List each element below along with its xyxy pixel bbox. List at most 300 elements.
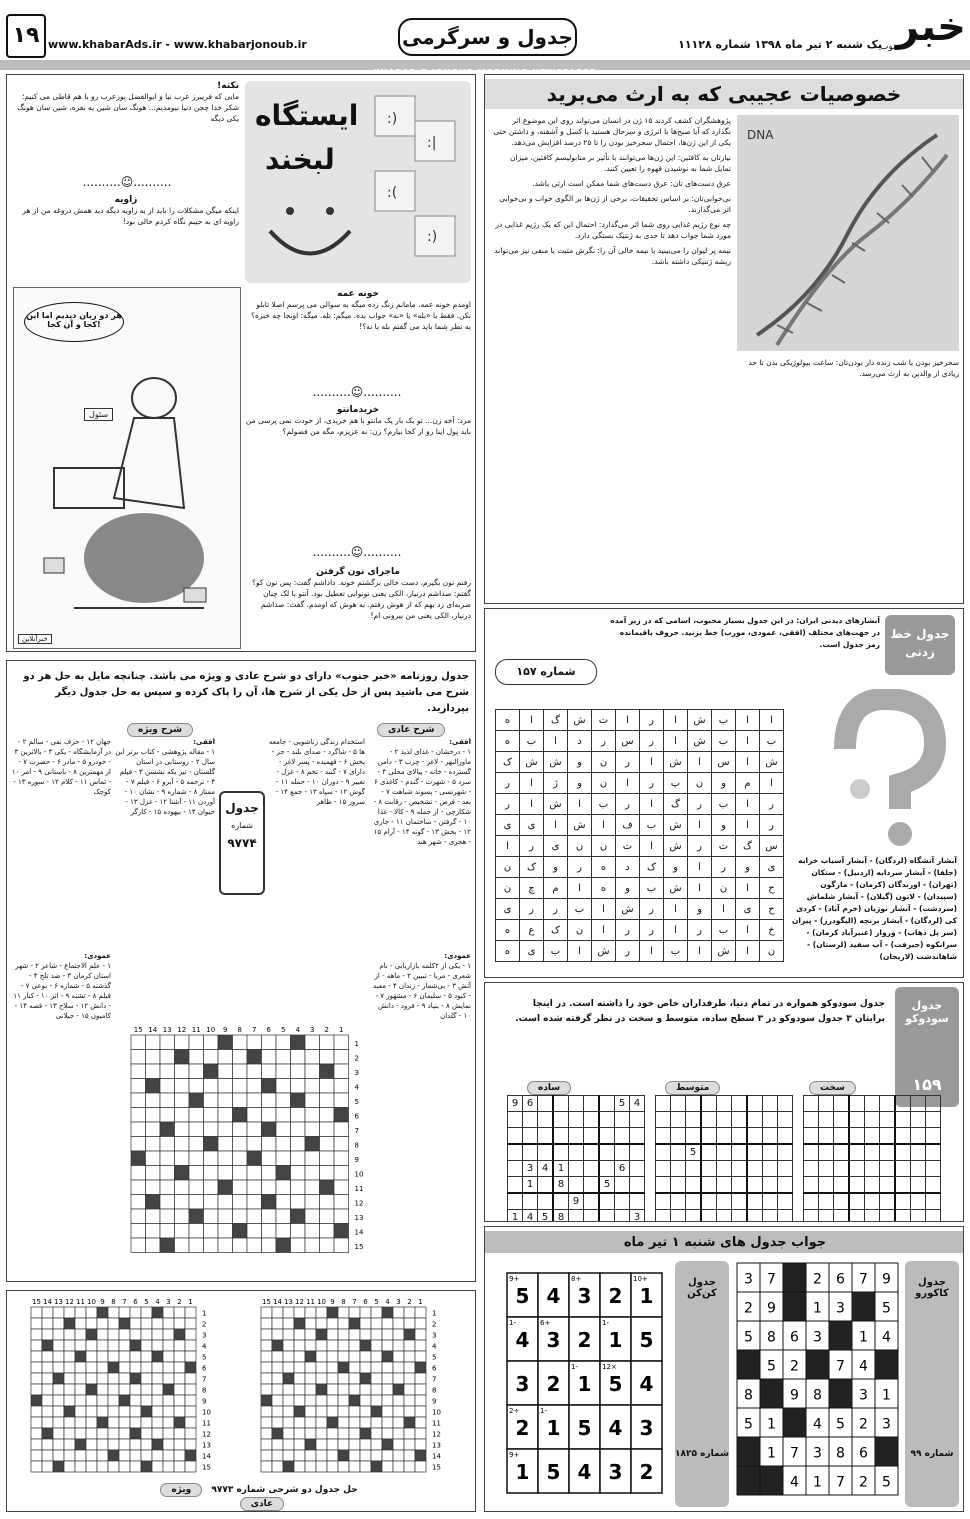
- sudoku-cell[interactable]: [804, 1210, 819, 1223]
- sudoku-cell[interactable]: [717, 1144, 732, 1161]
- sudoku-cell[interactable]: [686, 1096, 702, 1112]
- crossword-cell[interactable]: [160, 1122, 175, 1137]
- crossword-cell[interactable]: [276, 1050, 291, 1065]
- crossword-cell[interactable]: [204, 1064, 219, 1079]
- crossword-cell[interactable]: [320, 1035, 335, 1050]
- crossword-cell[interactable]: [320, 1151, 335, 1166]
- crossword-cell[interactable]: [204, 1050, 219, 1065]
- khat-grid-cell[interactable]: ا: [664, 710, 688, 731]
- crossword-cell[interactable]: [146, 1108, 161, 1123]
- sudoku-cell[interactable]: [911, 1096, 926, 1112]
- khat-grid-cell[interactable]: ا: [736, 794, 760, 815]
- crossword-cell[interactable]: [305, 1050, 320, 1065]
- khat-grid-cell[interactable]: ر: [616, 920, 640, 941]
- sudoku-cell[interactable]: [717, 1161, 732, 1177]
- sudoku-cell[interactable]: [671, 1177, 686, 1194]
- crossword-cell[interactable]: [262, 1238, 277, 1253]
- crossword-cell[interactable]: [291, 1195, 306, 1210]
- khat-grid-cell[interactable]: ب: [640, 815, 664, 836]
- sudoku-cell[interactable]: [553, 1193, 569, 1210]
- khat-grid-cell[interactable]: ی: [496, 815, 520, 836]
- khat-grid-cell[interactable]: ر: [616, 794, 640, 815]
- khat-grid-cell[interactable]: ا: [520, 773, 544, 794]
- crossword-cell[interactable]: [247, 1035, 262, 1050]
- crossword-cell[interactable]: [334, 1079, 349, 1094]
- crossword-cell[interactable]: [189, 1093, 204, 1108]
- crossword-cell[interactable]: [218, 1151, 233, 1166]
- sudoku-cell[interactable]: [880, 1161, 896, 1177]
- crossword-cell[interactable]: [262, 1137, 277, 1152]
- crossword-cell[interactable]: [291, 1050, 306, 1065]
- crossword-cell[interactable]: [189, 1064, 204, 1079]
- crossword-cell[interactable]: [160, 1093, 175, 1108]
- crossword-cell[interactable]: [334, 1050, 349, 1065]
- sudoku-cell[interactable]: [671, 1161, 686, 1177]
- khat-grid-cell[interactable]: ا: [616, 710, 640, 731]
- sudoku-cell[interactable]: [671, 1128, 686, 1145]
- sudoku-cell[interactable]: [819, 1096, 834, 1112]
- khat-grid-cell[interactable]: ا: [736, 752, 760, 773]
- crossword-cell[interactable]: [291, 1079, 306, 1094]
- khat-grid-cell[interactable]: ه: [592, 878, 616, 899]
- khat-grid-cell[interactable]: م: [736, 773, 760, 794]
- sudoku-cell[interactable]: 8: [553, 1177, 569, 1194]
- crossword-cell[interactable]: [305, 1166, 320, 1181]
- sudoku-cell[interactable]: [747, 1210, 763, 1223]
- sudoku-cell[interactable]: 4: [630, 1096, 645, 1112]
- crossword-cell[interactable]: [233, 1093, 248, 1108]
- crossword-cell[interactable]: [291, 1151, 306, 1166]
- sudoku-cell[interactable]: [895, 1193, 911, 1210]
- sudoku-cell[interactable]: [569, 1128, 584, 1145]
- khat-grid-cell[interactable]: و: [712, 815, 736, 836]
- khat-grid-cell[interactable]: ا: [760, 773, 784, 794]
- khat-grid-cell[interactable]: ن: [712, 878, 736, 899]
- sudoku-cell[interactable]: [508, 1193, 523, 1210]
- khat-grid-cell[interactable]: ر: [616, 941, 640, 962]
- sudoku-cell[interactable]: [599, 1210, 615, 1223]
- khat-grid-cell[interactable]: ب: [712, 920, 736, 941]
- crossword-cell[interactable]: [218, 1064, 233, 1079]
- sudoku-cell[interactable]: [911, 1161, 926, 1177]
- crossword-cell[interactable]: [247, 1137, 262, 1152]
- sudoku-cell[interactable]: [732, 1161, 748, 1177]
- crossword-cell[interactable]: [218, 1137, 233, 1152]
- khat-grid-cell[interactable]: ک: [520, 857, 544, 878]
- crossword-cell[interactable]: [218, 1195, 233, 1210]
- sudoku-cell[interactable]: [880, 1144, 896, 1161]
- sudoku-cell[interactable]: [778, 1210, 793, 1223]
- khat-grid-cell[interactable]: ا: [592, 815, 616, 836]
- crossword-cell[interactable]: [175, 1035, 190, 1050]
- sudoku-cell[interactable]: [686, 1128, 702, 1145]
- crossword-cell[interactable]: [276, 1180, 291, 1195]
- crossword-cell[interactable]: [320, 1224, 335, 1239]
- khat-grid-cell[interactable]: و: [544, 857, 568, 878]
- khat-grid-cell[interactable]: و: [688, 899, 712, 920]
- sudoku-cell[interactable]: [880, 1112, 896, 1128]
- khat-grid-cell[interactable]: ش: [544, 794, 568, 815]
- sudoku-cell[interactable]: [747, 1161, 763, 1177]
- khat-grid-cell[interactable]: ر: [712, 857, 736, 878]
- crossword-cell[interactable]: [247, 1166, 262, 1181]
- crossword-cell[interactable]: [175, 1137, 190, 1152]
- sudoku-cell[interactable]: [747, 1193, 763, 1210]
- khat-grid-cell[interactable]: ن: [592, 773, 616, 794]
- sudoku-cell[interactable]: [819, 1128, 834, 1145]
- khat-grid-cell[interactable]: ب: [712, 710, 736, 731]
- sudoku-cell[interactable]: [865, 1128, 880, 1145]
- khat-grid-cell[interactable]: ر: [760, 794, 784, 815]
- crossword-cell[interactable]: [204, 1108, 219, 1123]
- khat-grid-cell[interactable]: س: [760, 836, 784, 857]
- sudoku-cell[interactable]: [926, 1112, 941, 1128]
- crossword-cell[interactable]: [233, 1151, 248, 1166]
- khat-grid-cell[interactable]: ر: [544, 899, 568, 920]
- sudoku-cell[interactable]: [569, 1144, 584, 1161]
- crossword-cell[interactable]: [305, 1238, 320, 1253]
- sudoku-cell[interactable]: [926, 1210, 941, 1223]
- khat-grid-cell[interactable]: ب: [712, 731, 736, 752]
- crossword-cell[interactable]: [204, 1180, 219, 1195]
- sudoku-cell[interactable]: [865, 1112, 880, 1128]
- crossword-cell[interactable]: [305, 1064, 320, 1079]
- sudoku-cell[interactable]: [686, 1210, 702, 1223]
- crossword-cell[interactable]: [247, 1122, 262, 1137]
- khat-grid-cell[interactable]: س: [712, 752, 736, 773]
- crossword-cell[interactable]: [276, 1166, 291, 1181]
- crossword-cell[interactable]: [218, 1079, 233, 1094]
- khat-grid-cell[interactable]: ر: [496, 773, 520, 794]
- crossword-cell[interactable]: [320, 1238, 335, 1253]
- sudoku-cell[interactable]: [630, 1177, 645, 1194]
- crossword-cell[interactable]: [204, 1224, 219, 1239]
- crossword-cell[interactable]: [262, 1151, 277, 1166]
- sudoku-cell[interactable]: [819, 1177, 834, 1194]
- khat-grid-cell[interactable]: ه: [496, 731, 520, 752]
- sudoku-cell[interactable]: [584, 1144, 600, 1161]
- crossword-cell[interactable]: [189, 1151, 204, 1166]
- khat-grid-cell[interactable]: ش: [688, 710, 712, 731]
- crossword-cell[interactable]: [189, 1050, 204, 1065]
- crossword-cell[interactable]: [218, 1035, 233, 1050]
- crossword-cell[interactable]: [146, 1224, 161, 1239]
- khat-grid-cell[interactable]: ا: [688, 878, 712, 899]
- sudoku-cell[interactable]: [763, 1210, 778, 1223]
- crossword-cell[interactable]: [204, 1238, 219, 1253]
- sudoku-cell[interactable]: [508, 1112, 523, 1128]
- crossword-cell[interactable]: [189, 1180, 204, 1195]
- khat-grid-cell[interactable]: ا: [640, 752, 664, 773]
- sudoku-cell[interactable]: [849, 1144, 865, 1161]
- sudoku-cell[interactable]: [819, 1112, 834, 1128]
- khat-grid-cell[interactable]: ک: [544, 920, 568, 941]
- crossword-cell[interactable]: [146, 1238, 161, 1253]
- khat-grid-cell[interactable]: ر: [520, 899, 544, 920]
- sudoku-cell[interactable]: [656, 1210, 671, 1223]
- khat-grid-cell[interactable]: ر: [616, 752, 640, 773]
- sudoku-cell[interactable]: [717, 1177, 732, 1194]
- sudoku-cell[interactable]: [686, 1161, 702, 1177]
- sudoku-cell[interactable]: [656, 1161, 671, 1177]
- crossword-cell[interactable]: [305, 1093, 320, 1108]
- crossword-cell[interactable]: [160, 1050, 175, 1065]
- khat-grid-cell[interactable]: ب: [544, 941, 568, 962]
- crossword-cell[interactable]: [218, 1122, 233, 1137]
- khat-grid-cell[interactable]: ح: [760, 878, 784, 899]
- sudoku-cell[interactable]: [615, 1193, 630, 1210]
- crossword-cell[interactable]: [218, 1166, 233, 1181]
- crossword-cell[interactable]: [276, 1195, 291, 1210]
- sudoku-cell[interactable]: [804, 1161, 819, 1177]
- sudoku-cell[interactable]: [732, 1112, 748, 1128]
- khat-grid-cell[interactable]: ش: [664, 836, 688, 857]
- crossword-cell[interactable]: [305, 1137, 320, 1152]
- sudoku-cell[interactable]: [747, 1112, 763, 1128]
- khat-grid-cell[interactable]: ا: [520, 710, 544, 731]
- crossword-cell[interactable]: [305, 1209, 320, 1224]
- khat-grid-cell[interactable]: ش: [664, 752, 688, 773]
- crossword-cell[interactable]: [320, 1166, 335, 1181]
- khat-grid-cell[interactable]: ب: [592, 794, 616, 815]
- sudoku-cell[interactable]: [865, 1193, 880, 1210]
- crossword-cell[interactable]: [320, 1122, 335, 1137]
- khat-grid-cell[interactable]: ا: [664, 899, 688, 920]
- sudoku-cell[interactable]: [701, 1193, 717, 1210]
- crossword-cell[interactable]: [131, 1224, 146, 1239]
- crossword-cell[interactable]: [291, 1166, 306, 1181]
- khat-grid-cell[interactable]: ر: [640, 899, 664, 920]
- sudoku-cell[interactable]: [926, 1177, 941, 1194]
- crossword-cell[interactable]: [175, 1050, 190, 1065]
- sudoku-cell[interactable]: [701, 1210, 717, 1223]
- crossword-cell[interactable]: [262, 1224, 277, 1239]
- sudoku-cell[interactable]: [911, 1193, 926, 1210]
- sudoku-cell[interactable]: [849, 1128, 865, 1145]
- khat-grid-cell[interactable]: و: [568, 752, 592, 773]
- crossword-cell[interactable]: [131, 1035, 146, 1050]
- crossword-cell[interactable]: [146, 1137, 161, 1152]
- sudoku-cell[interactable]: [778, 1112, 793, 1128]
- sudoku-cell[interactable]: [778, 1128, 793, 1145]
- khat-grid-cell[interactable]: ع: [520, 920, 544, 941]
- crossword-cell[interactable]: [131, 1122, 146, 1137]
- sudoku-cell[interactable]: [508, 1177, 523, 1194]
- crossword-cell[interactable]: [291, 1108, 306, 1123]
- sudoku-cell[interactable]: 9: [569, 1193, 584, 1210]
- khat-grid-cell[interactable]: ا: [688, 857, 712, 878]
- sudoku-cell[interactable]: [834, 1112, 850, 1128]
- sudoku-cell[interactable]: 5: [599, 1177, 615, 1194]
- crossword-cell[interactable]: [276, 1064, 291, 1079]
- crossword-cell[interactable]: [175, 1079, 190, 1094]
- crossword-cell[interactable]: [204, 1209, 219, 1224]
- sudoku-cell[interactable]: [763, 1193, 778, 1210]
- sudoku-cell[interactable]: [732, 1096, 748, 1112]
- khat-grid-cell[interactable]: و: [736, 857, 760, 878]
- khat-grid-cell[interactable]: پ: [664, 773, 688, 794]
- sudoku-cell[interactable]: [538, 1144, 554, 1161]
- crossword-cell[interactable]: [262, 1166, 277, 1181]
- crossword-cell[interactable]: [320, 1137, 335, 1152]
- sudoku-cell[interactable]: [686, 1112, 702, 1128]
- crossword-cell[interactable]: [291, 1224, 306, 1239]
- sudoku-cell[interactable]: [584, 1177, 600, 1194]
- khat-grid-cell[interactable]: ر: [688, 836, 712, 857]
- khat-grid-cell[interactable]: ک: [496, 752, 520, 773]
- sudoku-cell[interactable]: [834, 1193, 850, 1210]
- sudoku-cell[interactable]: 6: [615, 1161, 630, 1177]
- sudoku-cell[interactable]: [732, 1144, 748, 1161]
- khat-grid-cell[interactable]: ه: [496, 920, 520, 941]
- sudoku-cell[interactable]: [804, 1177, 819, 1194]
- crossword-cell[interactable]: [291, 1122, 306, 1137]
- khat-grid-cell[interactable]: ا: [496, 836, 520, 857]
- crossword-cell[interactable]: [305, 1224, 320, 1239]
- sudoku-cell[interactable]: [523, 1144, 538, 1161]
- crossword-cell[interactable]: [175, 1224, 190, 1239]
- sudoku-cell[interactable]: [880, 1128, 896, 1145]
- sudoku-cell[interactable]: [538, 1096, 554, 1112]
- crossword-cell[interactable]: [204, 1166, 219, 1181]
- crossword-cell[interactable]: [131, 1108, 146, 1123]
- crossword-cell[interactable]: [276, 1079, 291, 1094]
- sudoku-cell[interactable]: [834, 1177, 850, 1194]
- sudoku-cell[interactable]: 4: [538, 1161, 554, 1177]
- sudoku-cell[interactable]: [717, 1193, 732, 1210]
- sudoku-cell[interactable]: [630, 1112, 645, 1128]
- khat-grid-cell[interactable]: ت: [592, 710, 616, 731]
- crossword-cell[interactable]: [189, 1108, 204, 1123]
- khat-grid-cell[interactable]: ش: [568, 815, 592, 836]
- crossword-cell[interactable]: [146, 1180, 161, 1195]
- khat-grid-cell[interactable]: ن: [760, 941, 784, 962]
- sudoku-cell[interactable]: [849, 1096, 865, 1112]
- crossword-cell[interactable]: [291, 1180, 306, 1195]
- khat-grid-cell[interactable]: د: [568, 731, 592, 752]
- sudoku-cell[interactable]: [599, 1144, 615, 1161]
- crossword-cell[interactable]: [334, 1209, 349, 1224]
- crossword-cell[interactable]: [146, 1209, 161, 1224]
- sudoku-cell[interactable]: [763, 1161, 778, 1177]
- sudoku-cell[interactable]: 3: [630, 1210, 645, 1223]
- crossword-cell[interactable]: [160, 1137, 175, 1152]
- khat-grid-cell[interactable]: ن: [688, 773, 712, 794]
- crossword-cell[interactable]: [131, 1093, 146, 1108]
- crossword-cell[interactable]: [131, 1151, 146, 1166]
- khat-grid-cell[interactable]: و: [712, 773, 736, 794]
- crossword-cell[interactable]: [291, 1137, 306, 1152]
- sudoku-cell[interactable]: [538, 1193, 554, 1210]
- khat-grid-cell[interactable]: ش: [688, 731, 712, 752]
- sudoku-cell[interactable]: [849, 1112, 865, 1128]
- khat-grid-cell[interactable]: ح: [760, 899, 784, 920]
- crossword-cell[interactable]: [320, 1050, 335, 1065]
- crossword-cell[interactable]: [305, 1195, 320, 1210]
- khat-grid-cell[interactable]: ب: [640, 878, 664, 899]
- sudoku-cell[interactable]: [508, 1144, 523, 1161]
- khat-grid-cell[interactable]: ا: [736, 731, 760, 752]
- khat-grid-cell[interactable]: ا: [760, 710, 784, 731]
- sudoku-cell[interactable]: [895, 1144, 911, 1161]
- crossword-cell[interactable]: [204, 1137, 219, 1152]
- crossword-cell[interactable]: [291, 1093, 306, 1108]
- sudoku-cell[interactable]: [763, 1096, 778, 1112]
- sudoku-cell[interactable]: [584, 1161, 600, 1177]
- crossword-cell[interactable]: [204, 1122, 219, 1137]
- crossword-cell[interactable]: [218, 1224, 233, 1239]
- khat-grid-cell[interactable]: ه: [592, 857, 616, 878]
- crossword-cell[interactable]: [320, 1195, 335, 1210]
- khat-grid-cell[interactable]: ا: [616, 773, 640, 794]
- sudoku-cell[interactable]: [849, 1177, 865, 1194]
- khat-grid-cell[interactable]: گ: [664, 794, 688, 815]
- khat-grid-cell[interactable]: ا: [688, 815, 712, 836]
- sudoku-cell[interactable]: [911, 1112, 926, 1128]
- crossword-cell[interactable]: [233, 1064, 248, 1079]
- sudoku-cell[interactable]: [804, 1193, 819, 1210]
- crossword-cell[interactable]: [233, 1195, 248, 1210]
- khat-grid-cell[interactable]: ا: [592, 920, 616, 941]
- sudoku-cell[interactable]: [834, 1144, 850, 1161]
- sudoku-cell[interactable]: [553, 1128, 569, 1145]
- sudoku-cell[interactable]: [656, 1096, 671, 1112]
- crossword-cell[interactable]: [334, 1224, 349, 1239]
- crossword-cell[interactable]: [189, 1035, 204, 1050]
- sudoku-cell[interactable]: [599, 1193, 615, 1210]
- sudoku-cell[interactable]: [895, 1128, 911, 1145]
- crossword-cell[interactable]: [247, 1180, 262, 1195]
- crossword-cell[interactable]: [247, 1079, 262, 1094]
- sudoku-cell[interactable]: [865, 1210, 880, 1223]
- sudoku-cell[interactable]: [778, 1177, 793, 1194]
- crossword-cell[interactable]: [160, 1180, 175, 1195]
- sudoku-cell[interactable]: [819, 1193, 834, 1210]
- khat-grid-cell[interactable]: ا: [568, 941, 592, 962]
- crossword-cell[interactable]: [247, 1224, 262, 1239]
- crossword-cell[interactable]: [276, 1209, 291, 1224]
- sudoku-cell[interactable]: [523, 1193, 538, 1210]
- crossword-cell[interactable]: [146, 1195, 161, 1210]
- crossword-cell[interactable]: [175, 1238, 190, 1253]
- khat-grid-cell[interactable]: و: [664, 857, 688, 878]
- crossword-cell[interactable]: [175, 1093, 190, 1108]
- crossword-cell[interactable]: [276, 1093, 291, 1108]
- crossword-cell[interactable]: [305, 1035, 320, 1050]
- sudoku-cell[interactable]: [584, 1210, 600, 1223]
- khat-grid-cell[interactable]: ش: [592, 941, 616, 962]
- sudoku-cell[interactable]: [569, 1177, 584, 1194]
- crossword-cell[interactable]: [160, 1151, 175, 1166]
- khat-grid-cell[interactable]: ر: [520, 836, 544, 857]
- sudoku-cell[interactable]: [615, 1128, 630, 1145]
- sudoku-cell[interactable]: [615, 1210, 630, 1223]
- crossword-cell[interactable]: [175, 1108, 190, 1123]
- sudoku-cell[interactable]: [656, 1128, 671, 1145]
- khat-grid-cell[interactable]: ش: [568, 710, 592, 731]
- crossword-cell[interactable]: [334, 1108, 349, 1123]
- crossword-cell[interactable]: [334, 1035, 349, 1050]
- crossword-cell[interactable]: [218, 1238, 233, 1253]
- crossword-cell[interactable]: [146, 1166, 161, 1181]
- khat-grid-cell[interactable]: ک: [640, 857, 664, 878]
- sudoku-cell[interactable]: [895, 1112, 911, 1128]
- crossword-cell[interactable]: [247, 1064, 262, 1079]
- khat-grid-cell[interactable]: ا: [544, 815, 568, 836]
- sudoku-cell[interactable]: 1: [553, 1161, 569, 1177]
- sudoku-cell[interactable]: [538, 1112, 554, 1128]
- crossword-cell[interactable]: [218, 1093, 233, 1108]
